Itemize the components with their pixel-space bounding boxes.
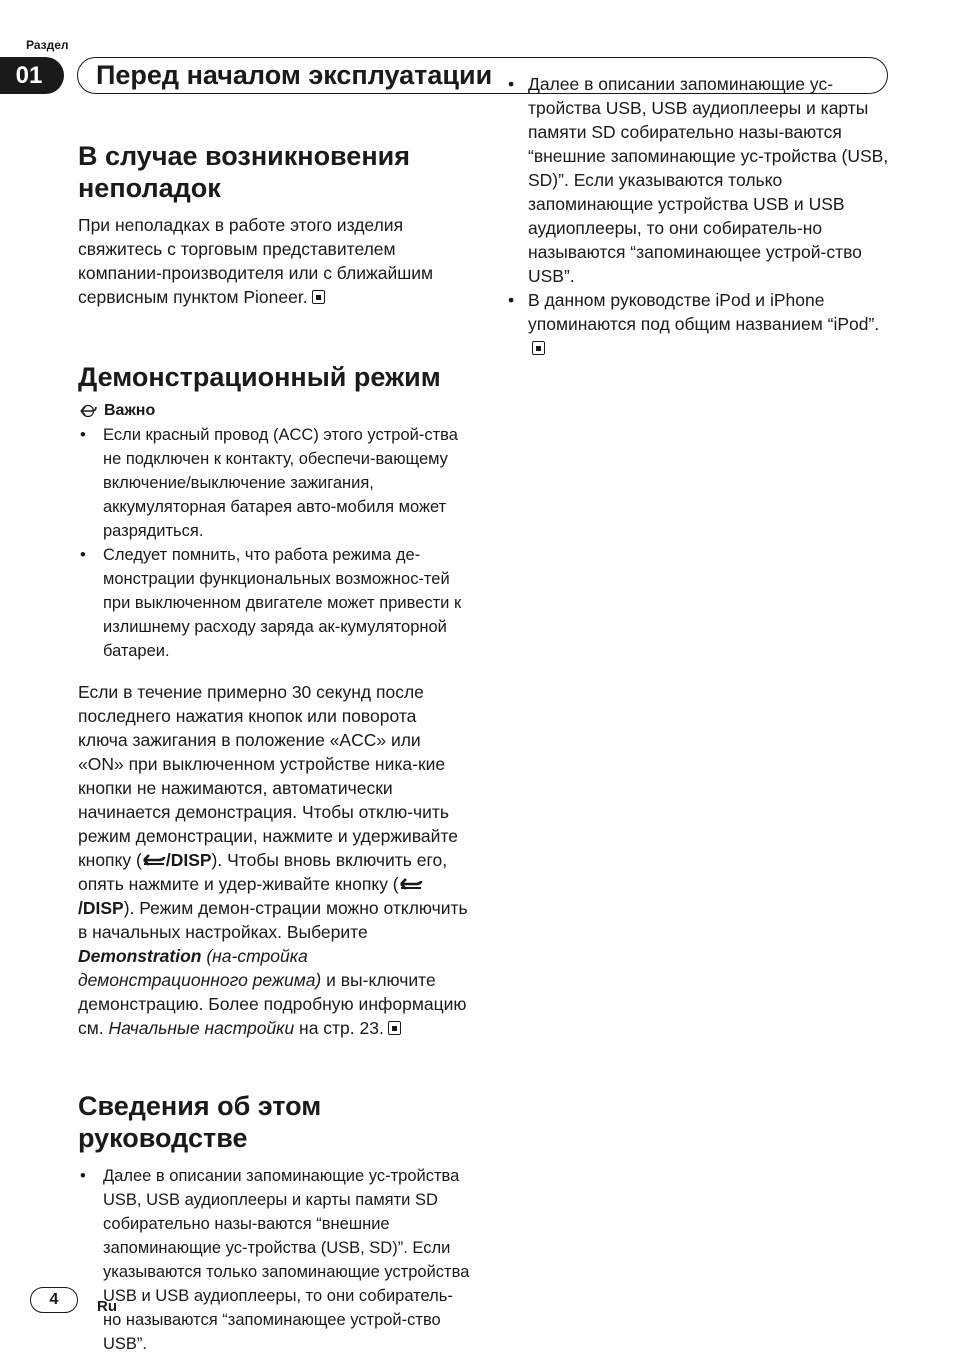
back-arrow-icon bbox=[142, 853, 166, 867]
page-title: Перед началом эксплуатации bbox=[77, 57, 888, 94]
disp-button-label: /DISP bbox=[165, 850, 212, 870]
end-of-section-icon bbox=[532, 341, 545, 355]
manual-heading bbox=[78, 1090, 470, 1154]
manual-heading-line2: руководстве bbox=[78, 1123, 248, 1153]
demo-text-3: ). Режим демон-страции можно отключить в начальных настройках. Выберите bbox=[78, 898, 468, 942]
manual-heading-line1: Сведения об этом bbox=[78, 1091, 322, 1121]
demo-paragraph bbox=[78, 680, 470, 1040]
troubleshooting-heading bbox=[78, 140, 470, 204]
demo-setting-description: (на-стройка демонстрационного режима) bbox=[78, 946, 322, 990]
right-column bbox=[506, 74, 896, 360]
important-note bbox=[78, 399, 470, 423]
section-label: Раздел bbox=[26, 38, 69, 52]
demo-heading: Демонстрационный режим bbox=[78, 362, 441, 392]
manual-bullet-1-continued bbox=[506, 74, 896, 288]
troubleshooting-text-body: При неполадках в работе этого изделия свяжитесь с торговым представителем компании-производителя или с ближайшим сервисным пунктом Pioneer. bbox=[78, 215, 434, 307]
manual-bullet-1-continuation: • Далее в описании запоминающие ус-тройства USB, USB аудиоплееры и карты памяти SD собирательно назы-ваются “внешние запоминающие ус-тройства (USB, SD)”. Если указываются только запоминающие устройства USB и USB аудиоплееры, то они собиратель-но называются “запоминающее устрой-ство USB”. bbox=[506, 72, 896, 288]
manual-bullet-2-text: В данном руководстве iPod и iPhone упоминаются под общим названием “iPod”. bbox=[528, 290, 880, 334]
initial-settings-reference: Начальные настройки bbox=[108, 1018, 295, 1038]
end-of-section-icon bbox=[388, 1021, 401, 1035]
page-number: 4 bbox=[30, 1287, 78, 1313]
troubleshooting-heading-line1: В случае возникновения bbox=[78, 141, 410, 171]
disp-button-label: /DISP bbox=[78, 898, 124, 918]
demo-text-1: Если в течение примерно 30 секунд после последнего нажатия кнопок или поворота ключа зажигания в положение «ACC» или «ON» при выключенном устройстве ника-кие кнопки не нажимаются, автоматически начинается демонстрация. Чтобы отклю-чить режим демонстрации, нажмите и удерживайте кнопку ( bbox=[78, 682, 458, 870]
manual-bullet-1-text: Далее в описании запоминающие ус-тройства USB, USB аудиоплееры и карты памяти SD собирательно назы-ваются “внешние запоминающие ус-тройства (USB, SD)”. Если указываются только запоминающие устройства USB и USB аудиоплееры, то они собиратель-но называются “запоминающее устрой-ство USB”. bbox=[103, 1167, 470, 1353]
manual-bullet-2 bbox=[506, 288, 896, 360]
important-label: Важно bbox=[104, 402, 156, 419]
troubleshooting-text bbox=[78, 213, 470, 309]
demo-text-2: ). Чтобы вновь включить его, опять нажмите и удер-живайте кнопку ( bbox=[78, 850, 448, 894]
language-code: Ru bbox=[97, 1298, 117, 1315]
demo-text-5: на стр. 23. bbox=[294, 1018, 384, 1038]
demo-setting-name: Demonstration bbox=[78, 946, 202, 966]
demo-bullet: • Если красный провод (ACC) этого устрой-ства не подключен к контакту, обеспечи-вающему включение/выключение зажигания, аккумуляторная батарея авто-мобиля может разрядиться. bbox=[78, 423, 470, 543]
section-number-badge: 01 bbox=[0, 57, 64, 94]
end-of-section-icon bbox=[312, 290, 325, 304]
demo-text-4: и вы-ключите демонстрацию. Более подробную информацию см. bbox=[78, 970, 467, 1038]
important-icon bbox=[78, 404, 98, 418]
troubleshooting-heading-line2: неполадок bbox=[78, 173, 221, 203]
demo-bullet: • Следует помнить, что работа режима де-монстрации функциональных возможнос-тей при выключенном двигателе может привести к излишнему расходу заряда ак-кумуляторной батареи. bbox=[78, 543, 470, 663]
back-arrow-icon bbox=[399, 877, 423, 891]
